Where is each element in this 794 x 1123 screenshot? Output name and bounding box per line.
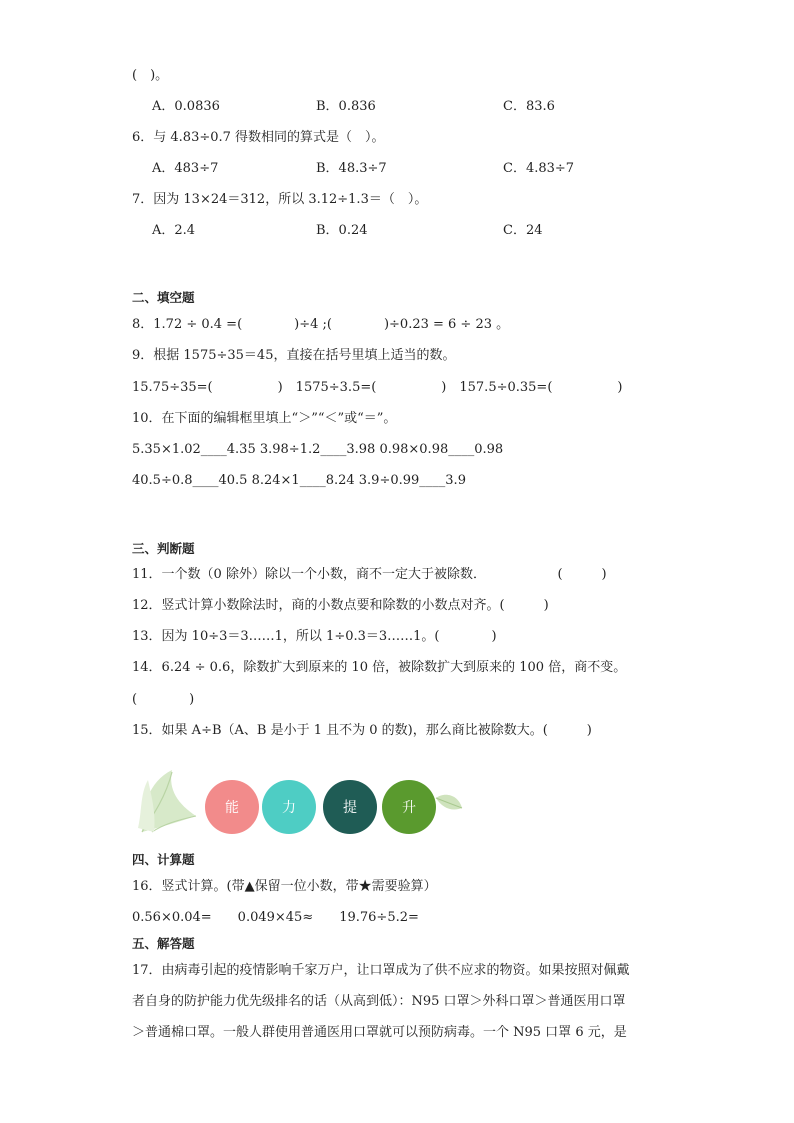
badge-sheng: 升 (382, 780, 436, 834)
q17-line-1: 17．由病毒引起的疫情影响千家万户，让口罩成为了供不应求的物资。如果按照对佩戴 (132, 963, 630, 978)
q15-text: 15．如果 A÷B（A、B 是小于 1 且不为 0 的数)，那么商比被除数大。( ) (132, 723, 592, 738)
q10-line-1: 5.35×1.02____4.35 3.98÷1.2____3.98 0.98×0.98____0.98 (132, 442, 504, 457)
section-title-calculation: 四、计算题 (132, 852, 195, 867)
q6-option-b[interactable]: B．48.3÷7 (316, 161, 387, 176)
q8-text: 8．1.72 ÷ 0.4 =( )÷4 ;( )÷0.23 = 6 ÷ 23 。 (132, 317, 510, 332)
q11-text: 11．一个数（0 除外）除以一个小数，商不一定大于被除数． ( ) (132, 567, 607, 582)
badge-ti: 提 (323, 780, 377, 834)
q5-option-c[interactable]: C．83.6 (503, 99, 555, 114)
q17-line-3: ＞普通棉口罩。一般人群使用普通医用口罩就可以预防病毒。一个 N95 口罩 6 元，是 (132, 1025, 627, 1040)
q16-text: 16．竖式计算。(带▲保留一位小数，带★需要验算） (132, 879, 437, 894)
q6-stem: 6．与 4.83÷0.7 得数相同的算式是（ ）。 (132, 130, 385, 145)
q17-line-2: 者自身的防护能力优先级排名的话（从高到低）：N95 口罩＞外科口罩＞普通医用口罩 (132, 994, 626, 1009)
q6-option-a[interactable]: A．483÷7 (152, 161, 219, 176)
badge-li: 力 (262, 780, 316, 834)
badge-neng: 能 (205, 780, 259, 834)
q13-text: 13．因为 10÷3＝3……1，所以 1÷0.3＝3……1。( ) (132, 629, 497, 644)
section-title-word-problems: 五、解答题 (132, 936, 195, 951)
q16-problems: 0.56×0.04= 0.049×45≈ 19.76÷5.2= (132, 910, 419, 925)
q5-option-a[interactable]: A．0.0836 (152, 99, 220, 114)
q5-stem: ( )。 (132, 68, 169, 83)
q7-option-b[interactable]: B．0.24 (316, 223, 368, 238)
q7-stem: 7．因为 13×24＝312，所以 3.12÷1.3＝（ ）。 (132, 192, 428, 207)
small-leaf-icon (434, 792, 464, 814)
q7-option-c[interactable]: C．24 (503, 223, 543, 238)
leaf-decoration-icon (138, 768, 202, 834)
q14-text: 14．6.24 ÷ 0.6，除数扩大到原来的 10 倍，被除数扩大到原来的 100 倍，商不变。 (132, 660, 627, 675)
q10-text: 10．在下面的编辑框里填上“＞”“＜”或“＝”。 (132, 411, 397, 426)
section-title-fill-blank: 二、填空题 (132, 290, 195, 305)
section-title-judgement: 三、判断题 (132, 541, 195, 556)
q12-text: 12．竖式计算小数除法时，商的小数点要和除数的小数点对齐。( ) (132, 598, 549, 613)
q5-option-b[interactable]: B．0.836 (316, 99, 376, 114)
q9-blanks: 15.75÷35=( ) 1575÷3.5=( ) 157.5÷0.35=( ) (132, 380, 623, 395)
q9-text: 9．根据 1575÷35＝45，直接在括号里填上适当的数。 (132, 348, 456, 363)
ability-banner (138, 768, 478, 834)
q14-paren: ( ) (132, 692, 195, 707)
q6-option-c[interactable]: C．4.83÷7 (503, 161, 575, 176)
q7-option-a[interactable]: A．2.4 (152, 223, 196, 238)
q10-line-2: 40.5÷0.8____40.5 8.24×1____8.24 3.9÷0.99____3.9 (132, 473, 466, 488)
